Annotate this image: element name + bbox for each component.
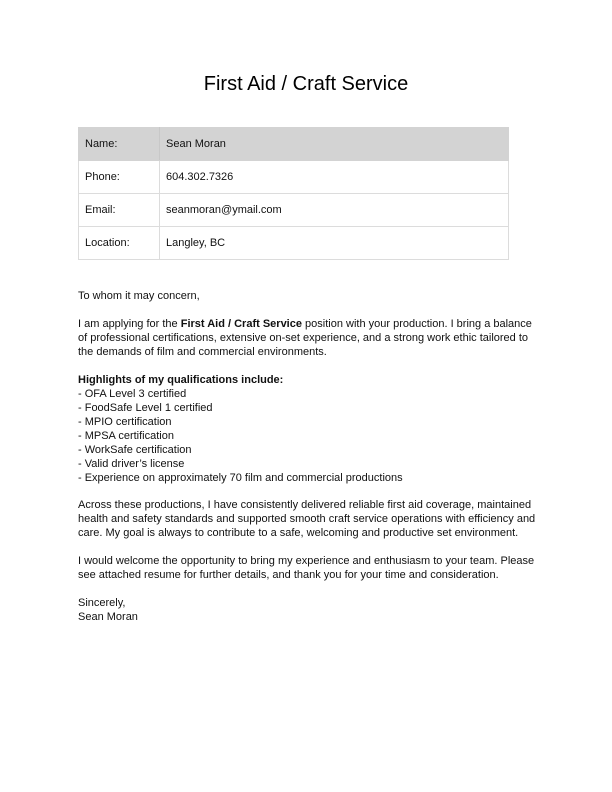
list-item: - OFA Level 3 certified xyxy=(78,388,187,400)
table-row-name xyxy=(79,128,509,161)
table-row-email xyxy=(79,194,509,227)
list-item: - MPIO certification xyxy=(78,416,172,428)
table-row-location xyxy=(79,227,509,260)
intro-text-after: position with your production. I bring a balance of professional certifications, extensive on-set experience, and a strong work ethic tailored to the demands of film and commercial environments. xyxy=(78,318,532,358)
list-item: - FoodSafe Level 1 certified xyxy=(78,402,213,414)
document-title: First Aid / Craft Service xyxy=(203,73,409,95)
qualifications-heading: Highlights of my qualifications include: xyxy=(78,374,284,386)
intro-position-title: First Aid / Craft Service xyxy=(180,318,302,330)
location-label: Location: xyxy=(79,227,160,260)
signoff-block xyxy=(78,596,540,624)
intro-paragraph xyxy=(78,317,540,359)
cover-letter-body xyxy=(78,289,540,624)
body-paragraph: Across these productions, I have consistently delivered reliable first aid coverage, maintained health and safety standards and supported smooth craft service operations with efficiency and care. My goal is always to contribute to a safe, welcoming and productive set environment. xyxy=(78,499,536,539)
contact-info-table xyxy=(78,127,509,260)
name-label: Name: xyxy=(79,128,160,161)
signoff: Sincerely, xyxy=(78,597,126,609)
table-row-phone xyxy=(79,161,509,194)
email-label: Email: xyxy=(79,194,160,227)
list-item: - WorkSafe certification xyxy=(78,444,192,456)
qualifications-section xyxy=(78,373,540,485)
list-item: - Valid driver’s license xyxy=(78,458,185,470)
signature-name: Sean Moran xyxy=(78,611,138,623)
email-value: seanmoran@ymail.com xyxy=(160,194,509,227)
phone-value: 604.302.7326 xyxy=(160,161,509,194)
closing-paragraph: I would welcome the opportunity to bring my experience and enthusiasm to your team. Please see attached resume for further details, and thank you for your time and consideration. xyxy=(78,555,535,581)
list-item: - MPSA certification xyxy=(78,430,174,442)
qualifications-list xyxy=(78,387,540,485)
list-item: - Experience on approximately 70 film and commercial productions xyxy=(78,472,403,484)
name-value: Sean Moran xyxy=(160,128,509,161)
greeting: To whom it may concern, xyxy=(78,290,200,302)
intro-text-before: I am applying for the xyxy=(78,318,181,330)
phone-label: Phone: xyxy=(79,161,160,194)
location-value: Langley, BC xyxy=(160,227,509,260)
